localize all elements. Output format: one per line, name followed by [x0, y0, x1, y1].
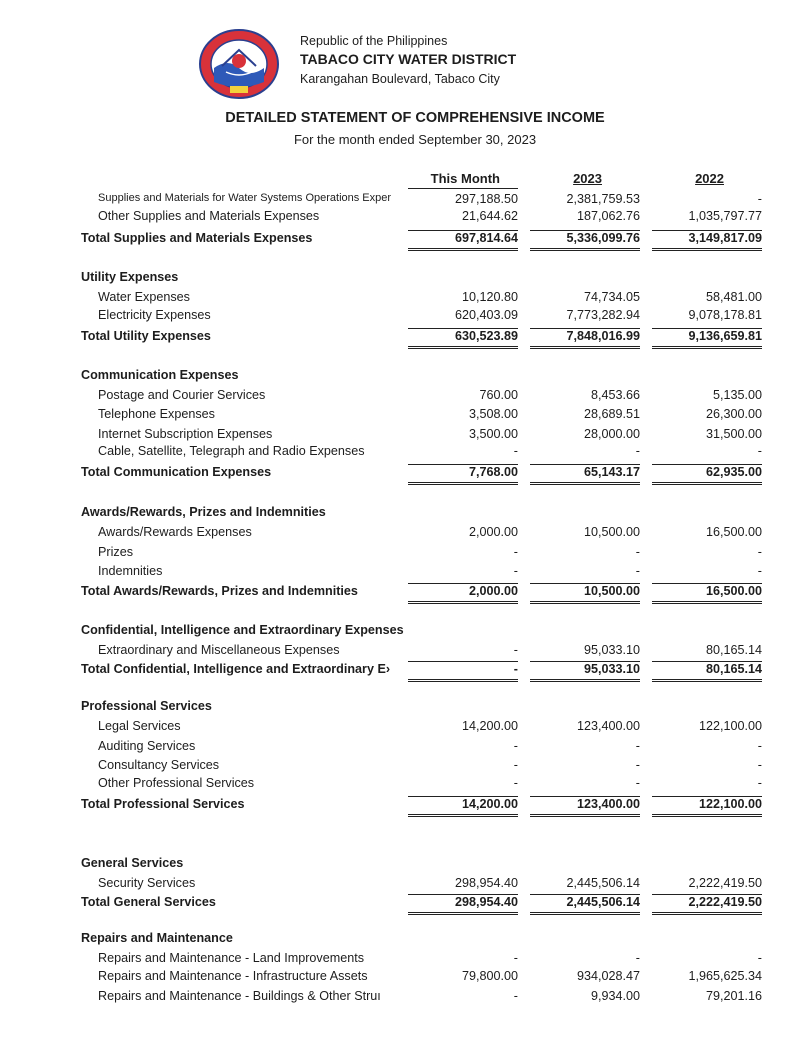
value-2023: 8,453.66	[590, 388, 640, 402]
value-this-month: 79,800.00	[461, 969, 518, 983]
value-2023: -	[635, 776, 640, 790]
line-item-row	[0, 969, 810, 988]
value-this-month: 2,000.00	[468, 584, 518, 598]
total-double-rule	[530, 482, 640, 485]
value-this-month: 760.00	[479, 388, 518, 402]
row-label: Repairs and Maintenance - Buildings & Other Struı	[98, 989, 381, 1003]
row-label: Electricity Expenses	[98, 308, 211, 322]
section-heading: Repairs and Maintenance	[81, 931, 233, 945]
total-double-rule	[530, 814, 640, 817]
line-item-row	[0, 388, 810, 407]
row-label: Water Expenses	[98, 290, 190, 304]
section-heading: Communication Expenses	[81, 368, 239, 382]
subtotal-rule	[530, 328, 640, 329]
row-label: Total Confidential, Intelligence and Extraordinary E›	[81, 662, 391, 676]
value-this-month: -	[513, 545, 518, 559]
value-this-month: -	[513, 643, 518, 657]
row-label: Internet Subscription Expenses	[98, 427, 273, 441]
value-2022: 16,500.00	[705, 584, 762, 598]
value-2022: 1,035,797.77	[688, 209, 762, 223]
section-heading-row	[0, 623, 810, 642]
section-heading: Professional Services	[81, 699, 212, 713]
section-heading: Utility Expenses	[81, 270, 179, 284]
row-label: Supplies and Materials for Water Systems Operations Exper	[98, 192, 392, 204]
row-label: Prizes	[98, 545, 133, 559]
section-heading: Awards/Rewards, Prizes and Indemnities	[81, 505, 326, 519]
row-label: Auditing Services	[98, 739, 196, 753]
subtotal-rule	[530, 894, 640, 895]
value-2023: 2,381,759.53	[566, 192, 640, 206]
line-item-row	[0, 564, 810, 583]
column-header-rule	[408, 188, 518, 189]
value-2023: -	[635, 739, 640, 753]
section-heading: General Services	[81, 856, 184, 870]
section-heading: Confidential, Intelligence and Extraordinary Expenses	[81, 623, 404, 637]
value-this-month: -	[513, 989, 518, 1003]
column-header-2023: 2023	[573, 171, 602, 186]
value-2022: 31,500.00	[705, 427, 762, 441]
line-item-row	[0, 776, 810, 795]
value-this-month: 10,120.80	[461, 290, 518, 304]
row-label: Cable, Satellite, Telegraph and Radio Expenses	[98, 444, 365, 458]
section-heading-row	[0, 699, 810, 718]
value-2023: 65,143.17	[583, 465, 640, 479]
value-this-month: -	[513, 776, 518, 790]
total-double-rule	[530, 912, 640, 915]
total-double-rule	[408, 482, 518, 485]
value-2022: 62,935.00	[705, 465, 762, 479]
line-item-row	[0, 739, 810, 758]
value-2023: 7,848,016.99	[566, 329, 640, 343]
row-label: Awards/Rewards Expenses	[98, 525, 252, 539]
total-double-rule	[408, 814, 518, 817]
value-2022: 1,965,625.34	[688, 969, 762, 983]
value-2022: 3,149,817.09	[688, 231, 762, 245]
value-2022: 80,165.14	[705, 643, 762, 657]
value-this-month: 14,200.00	[461, 797, 518, 811]
total-double-rule	[530, 248, 640, 251]
line-item-row	[0, 444, 810, 463]
value-this-month: 21,644.62	[461, 209, 518, 223]
row-label: Repairs and Maintenance - Land Improvements	[98, 951, 365, 965]
subtotal-rule	[408, 328, 518, 329]
row-label: Extraordinary and Miscellaneous Expenses	[98, 643, 340, 657]
header-address: Karangahan Boulevard, Tabaco City	[300, 72, 500, 86]
value-2023: -	[635, 564, 640, 578]
row-label: Legal Services	[98, 719, 181, 733]
report-subtitle: For the month ended September 30, 2023	[293, 132, 537, 147]
column-header-this-month: This Month	[430, 171, 500, 186]
value-2022: 9,136,659.81	[688, 329, 762, 343]
row-label: Telephone Expenses	[98, 407, 215, 421]
value-2022: -	[757, 758, 762, 772]
section-heading-row	[0, 270, 810, 289]
value-2022: 26,300.00	[705, 407, 762, 421]
value-this-month: -	[513, 739, 518, 753]
section-heading-row	[0, 505, 810, 524]
value-2023: 123,400.00	[576, 797, 640, 811]
value-2023: -	[635, 951, 640, 965]
value-2022: 16,500.00	[705, 525, 762, 539]
subtotal-rule	[530, 583, 640, 584]
value-this-month: -	[513, 444, 518, 458]
value-2023: 5,336,099.76	[566, 231, 640, 245]
section-heading-row	[0, 931, 810, 950]
total-double-rule	[652, 814, 762, 817]
total-double-rule	[530, 346, 640, 349]
line-item-row	[0, 209, 810, 228]
row-label: Indemnities	[98, 564, 163, 578]
row-label: Consultancy Services	[98, 758, 220, 772]
value-2023: 123,400.00	[576, 719, 640, 733]
total-double-rule	[530, 601, 640, 604]
value-2023: 934,028.47	[576, 969, 640, 983]
line-item-row	[0, 758, 810, 777]
value-2022: -	[757, 192, 762, 206]
total-double-rule	[652, 482, 762, 485]
value-2022: 80,165.14	[705, 662, 762, 676]
subtotal-rule	[652, 894, 762, 895]
value-2022: -	[757, 951, 762, 965]
line-item-row	[0, 951, 810, 970]
value-2022: 79,201.16	[705, 989, 762, 1003]
total-double-rule	[530, 679, 640, 682]
subtotal-rule	[408, 894, 518, 895]
row-label: Security Services	[98, 876, 196, 890]
value-2022: 2,222,419.50	[688, 895, 762, 909]
row-label: Repairs and Maintenance - Infrastructure Assets	[98, 969, 368, 983]
row-label: Total General Services	[81, 895, 216, 909]
line-item-row	[0, 525, 810, 544]
total-double-rule	[408, 248, 518, 251]
subtotal-rule	[408, 796, 518, 797]
row-label: Other Professional Services	[98, 776, 255, 790]
row-label: Total Communication Expenses	[81, 465, 272, 479]
value-this-month: 7,768.00	[468, 465, 518, 479]
total-double-rule	[652, 346, 762, 349]
line-item-row	[0, 719, 810, 738]
section-heading-row	[0, 856, 810, 875]
total-double-rule	[408, 912, 518, 915]
subtotal-rule	[530, 464, 640, 465]
value-this-month: -	[513, 564, 518, 578]
value-this-month: 297,188.50	[454, 192, 518, 206]
total-double-rule	[652, 912, 762, 915]
header-org-name: TABACO CITY WATER DISTRICT	[300, 51, 517, 67]
row-label: Total Awards/Rewards, Prizes and Indemnities	[81, 584, 358, 598]
line-item-row	[0, 407, 810, 426]
row-label: Total Supplies and Materials Expenses	[81, 231, 313, 245]
value-2023: -	[635, 545, 640, 559]
value-2023: -	[635, 758, 640, 772]
value-this-month: 14,200.00	[461, 719, 518, 733]
subtotal-rule	[652, 464, 762, 465]
total-double-rule	[408, 601, 518, 604]
total-double-rule	[408, 679, 518, 682]
value-2023: -	[635, 444, 640, 458]
value-2023: 28,000.00	[583, 427, 640, 441]
subtotal-rule	[652, 583, 762, 584]
value-2022: -	[757, 739, 762, 753]
line-item-row	[0, 308, 810, 327]
value-2022: 9,078,178.81	[688, 308, 762, 322]
total-double-rule	[652, 679, 762, 682]
subtotal-rule	[530, 661, 640, 662]
line-item-row	[0, 545, 810, 564]
line-item-row	[0, 290, 810, 309]
value-this-month: 2,000.00	[468, 525, 518, 539]
value-2023: 10,500.00	[583, 584, 640, 598]
subtotal-rule	[652, 230, 762, 231]
value-this-month: 298,954.40	[454, 895, 518, 909]
value-2022: -	[757, 545, 762, 559]
line-item-row	[0, 989, 810, 1008]
subtotal-rule	[408, 230, 518, 231]
header-republic: Republic of the Philippines	[300, 34, 448, 48]
value-2023: 95,033.10	[583, 662, 640, 676]
value-this-month: -	[513, 758, 518, 772]
row-label: Total Professional Services	[81, 797, 245, 811]
line-item-row	[0, 643, 810, 662]
total-double-rule	[652, 601, 762, 604]
value-this-month: -	[513, 951, 518, 965]
report-title: DETAILED STATEMENT OF COMPREHENSIVE INCOME	[225, 110, 605, 126]
subtotal-rule	[530, 796, 640, 797]
value-2023: 2,445,506.14	[566, 895, 640, 909]
row-label: Postage and Courier Services	[98, 388, 266, 402]
value-2022: 122,100.00	[698, 719, 762, 733]
subtotal-rule	[408, 464, 518, 465]
subtotal-rule	[652, 661, 762, 662]
value-2023: 7,773,282.94	[566, 308, 640, 322]
line-item-row	[0, 876, 810, 895]
row-label: Other Supplies and Materials Expenses	[98, 209, 320, 223]
total-double-rule	[652, 248, 762, 251]
row-label: Total Utility Expenses	[81, 329, 211, 343]
column-header-2022: 2022	[695, 171, 724, 186]
value-2023: 2,445,506.14	[566, 876, 640, 890]
value-this-month: 3,508.00	[468, 407, 518, 421]
value-2022: 122,100.00	[698, 797, 762, 811]
value-2022: -	[757, 776, 762, 790]
value-2022: -	[757, 564, 762, 578]
value-this-month: 3,500.00	[468, 427, 518, 441]
value-this-month: 298,954.40	[454, 876, 518, 890]
value-2023: 74,734.05	[583, 290, 640, 304]
subtotal-rule	[652, 328, 762, 329]
value-2023: 95,033.10	[583, 643, 640, 657]
subtotal-rule	[408, 661, 518, 662]
value-2023: 187,062.76	[576, 209, 640, 223]
value-2023: 10,500.00	[583, 525, 640, 539]
section-heading-row	[0, 368, 810, 387]
value-this-month: 620,403.09	[454, 308, 518, 322]
value-2022: 58,481.00	[705, 290, 762, 304]
value-2023: 9,934.00	[590, 989, 640, 1003]
value-2022: -	[757, 444, 762, 458]
value-this-month: 697,814.64	[454, 231, 518, 245]
subtotal-rule	[530, 230, 640, 231]
total-double-rule	[408, 346, 518, 349]
district-seal-logo	[198, 28, 280, 100]
value-this-month: 630,523.89	[454, 329, 518, 343]
value-this-month: -	[513, 662, 518, 676]
subtotal-rule	[652, 796, 762, 797]
value-2022: 2,222,419.50	[688, 876, 762, 890]
subtotal-rule	[408, 583, 518, 584]
value-2022: 5,135.00	[712, 388, 762, 402]
value-2023: 28,689.51	[583, 407, 640, 421]
